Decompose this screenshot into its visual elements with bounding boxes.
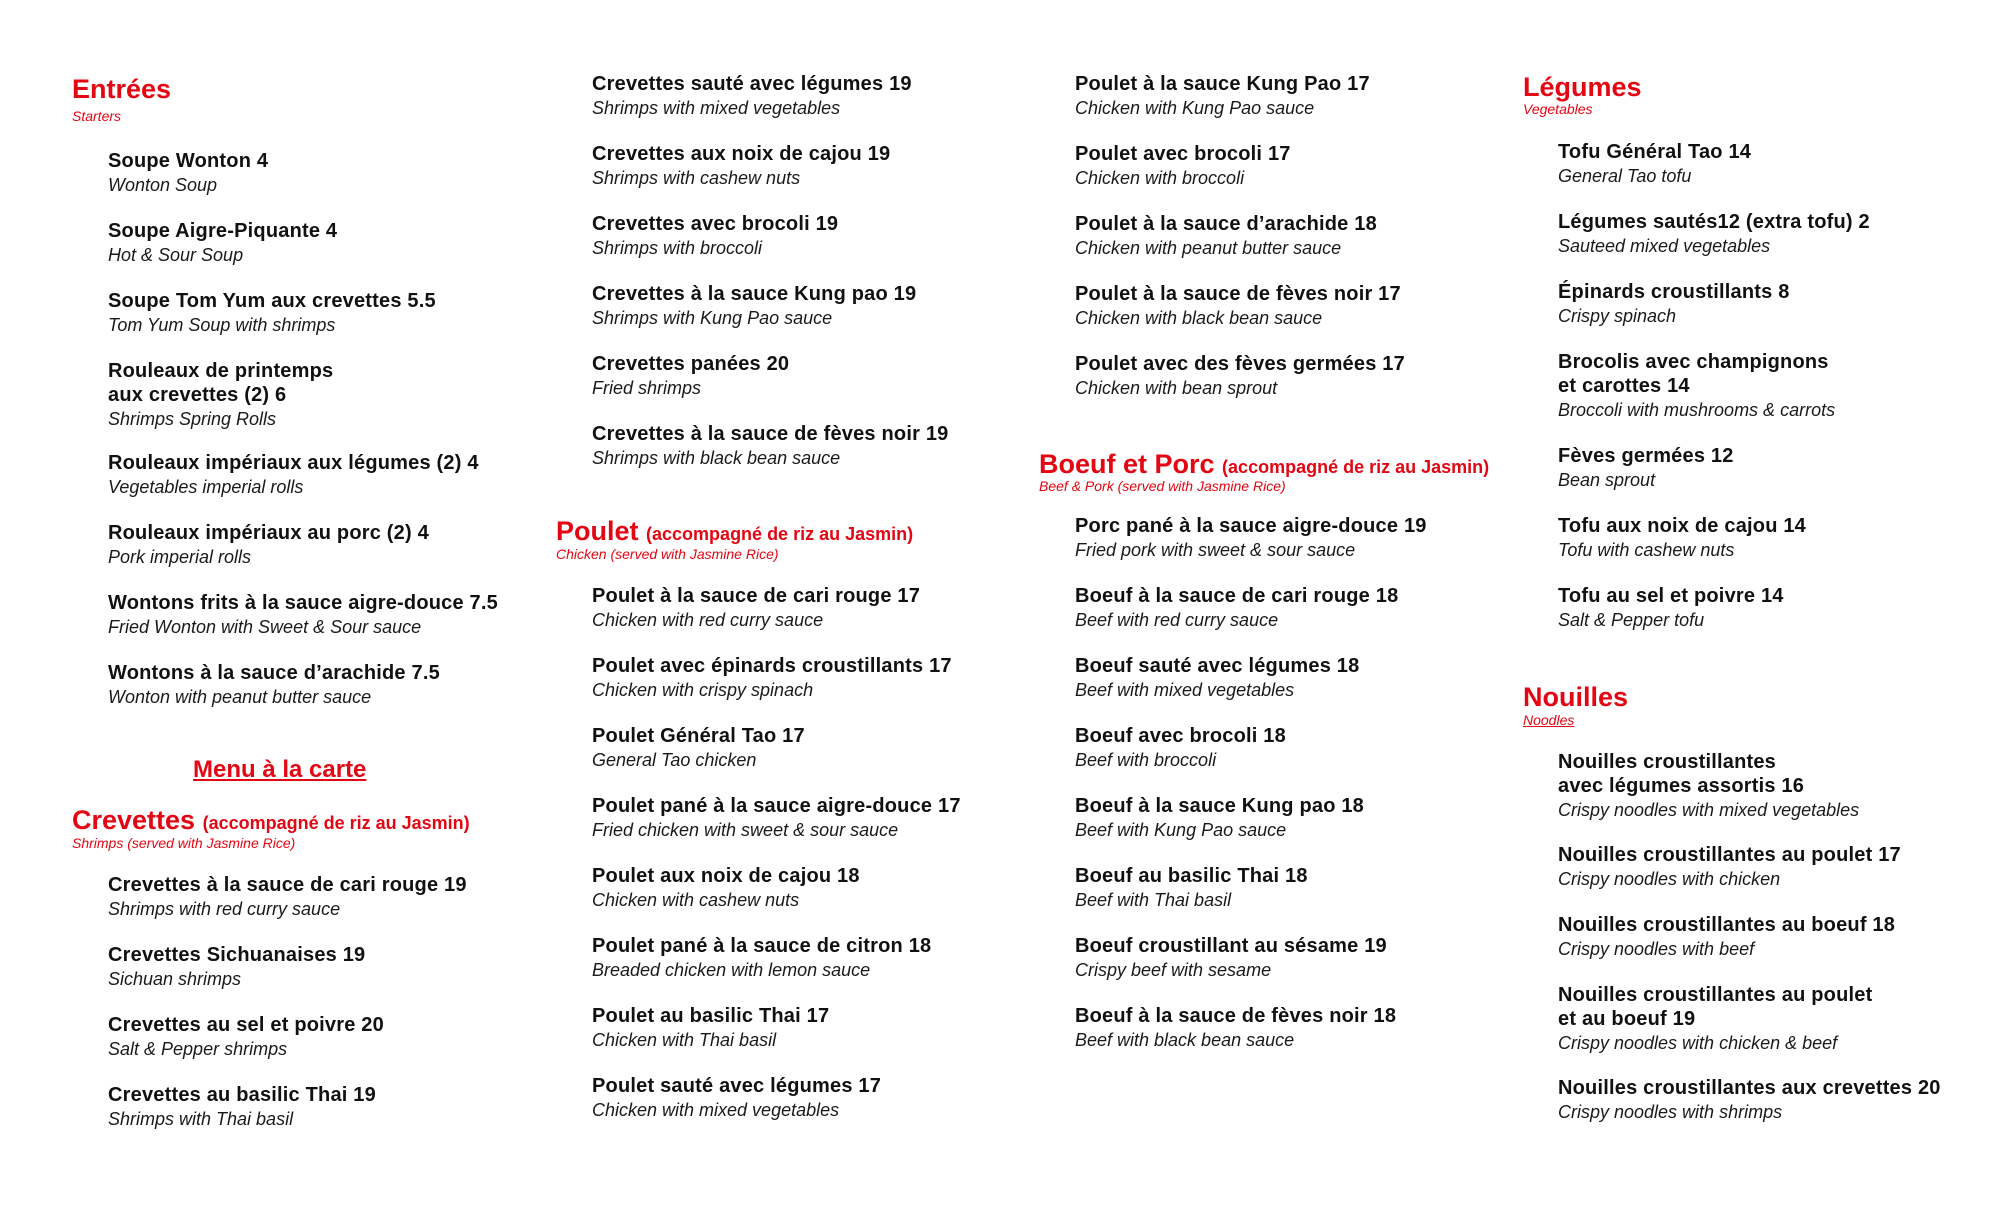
item-name-fr: Porc pané à la sauce aigre-douce 19 — [1075, 515, 1427, 537]
item-name-fr: Wontons frits à la sauce aigre-douce 7.5 — [108, 592, 498, 614]
menu-item-poulet-kung-pao — [1075, 72, 1370, 120]
item-name-en: Crispy noodles with beef — [1558, 939, 1755, 959]
item-name-fr: Boeuf à la sauce de cari rouge 18 — [1075, 585, 1399, 607]
menu-item-poulet-aigre-douce — [592, 794, 961, 842]
menu-item-crevettes-sichuan — [108, 943, 365, 991]
menu-item-nouilles-legumes — [1558, 750, 1859, 822]
menu-item-crevettes-saute — [592, 72, 912, 120]
item-name-en: Crispy spinach — [1558, 306, 1677, 326]
item-name-en: Wonton Soup — [108, 175, 218, 195]
item-name-en: Crispy noodles with chicken & beef — [1558, 1033, 1838, 1053]
item-name-en: Fried shrimps — [592, 378, 702, 398]
item-name-fr: Tofu aux noix de cajou 14 — [1558, 515, 1807, 537]
menu-item-boeuf-sesame — [1075, 934, 1387, 982]
legumes-title: Légumes — [1523, 72, 1642, 102]
item-name-fr: Rouleaux de printemps — [108, 360, 334, 382]
item-name-en: Sauteed mixed vegetables — [1558, 236, 1771, 256]
menu-item-feves-germees — [1558, 444, 1734, 492]
menu-item-crevettes-panees — [592, 352, 789, 400]
item-name-en: Chicken with mixed vegetables — [592, 1100, 840, 1120]
poulet-title: Poulet (accompagné de riz au Jasmin) — [556, 516, 914, 546]
menu-item-poulet-citron — [592, 934, 931, 982]
menu-item-soupe-wonton — [108, 149, 268, 197]
item-name-en: Chicken with broccoli — [1075, 168, 1245, 188]
item-name-fr: Crevettes panées 20 — [592, 353, 790, 375]
entrees-subtitle: Starters — [72, 108, 122, 124]
menu-item-wontons-arachide — [108, 661, 440, 709]
item-name-en: Shrimps with Thai basil — [108, 1109, 294, 1129]
menu-item-boeuf-kung-pao — [1075, 794, 1364, 842]
menu-item-nouilles-poulet-boeuf — [1558, 983, 1872, 1055]
item-name-en: Chicken with Thai basil — [592, 1030, 777, 1050]
item-name-fr: Poulet Général Tao 17 — [592, 725, 805, 747]
item-name-en: Tom Yum Soup with shrimps — [108, 315, 336, 335]
item-name-fr: Wontons à la sauce d’arachide 7.5 — [108, 662, 440, 684]
menu-item-boeuf-saute — [1075, 654, 1359, 702]
item-name-en: Shrimps with cashew nuts — [592, 168, 801, 188]
item-name-en: Chicken with Kung Pao sauce — [1075, 98, 1315, 118]
item-name-fr: Poulet pané à la sauce aigre-douce 17 — [592, 795, 961, 817]
menu-item-rouleaux-printemps — [108, 359, 333, 431]
menu-item-boeuf-feves-noir — [1075, 1004, 1396, 1052]
item-name-fr: Poulet à la sauce d’arachide 18 — [1075, 213, 1377, 235]
item-name-fr: Boeuf au basilic Thai 18 — [1075, 865, 1308, 887]
menu-item-poulet-basilic — [592, 1004, 829, 1052]
item-name-fr: Brocolis avec champignons — [1558, 351, 1829, 373]
menu-item-porc-aigre-douce — [1075, 514, 1427, 562]
menu-item-nouilles-boeuf — [1558, 913, 1895, 961]
item-name-fr: Rouleaux impériaux aux légumes (2) 4 — [108, 452, 479, 474]
item-name-fr: Fèves germées 12 — [1558, 445, 1734, 467]
item-name-fr-line2: et au boeuf 19 — [1558, 1008, 1696, 1030]
item-name-fr: Soupe Aigre-Piquante 4 — [108, 220, 338, 242]
item-name-en: Crispy noodles with chicken — [1558, 869, 1781, 889]
menu-item-crevettes-cari — [108, 873, 467, 921]
poulet-note: (accompagné de riz au Jasmin) — [646, 524, 914, 544]
item-name-fr: Soupe Tom Yum aux crevettes 5.5 — [108, 290, 436, 312]
item-name-fr-line2: et carottes 14 — [1558, 375, 1690, 397]
item-name-fr: Nouilles croustillantes — [1558, 751, 1776, 773]
menu-item-soupe-aigre-piquante — [108, 219, 337, 267]
item-name-en: General Tao tofu — [1558, 166, 1692, 186]
item-name-fr: Poulet à la sauce de fèves noir 17 — [1075, 283, 1401, 305]
menu-item-poulet-arachide — [1075, 212, 1377, 260]
item-name-fr: Nouilles croustillantes au poulet 17 — [1558, 844, 1901, 866]
menu-item-rouleaux-legumes — [108, 451, 479, 499]
item-name-en: Shrimps with mixed vegetables — [592, 98, 841, 118]
menu-item-poulet-epinards — [592, 654, 952, 702]
item-name-en: Fried Wonton with Sweet & Sour sauce — [108, 617, 422, 637]
menu-item-crevettes-sel-poivre — [108, 1013, 384, 1061]
menu-item-poulet-feves-germees — [1075, 352, 1405, 400]
item-name-fr: Nouilles croustillantes au poulet — [1558, 984, 1873, 1006]
menu-item-poulet-feves-noir — [1075, 282, 1401, 330]
menu-item-boeuf-basilic — [1075, 864, 1308, 912]
item-name-en: Vegetables imperial rolls — [108, 477, 304, 497]
item-name-en: Beef with Kung Pao sauce — [1075, 820, 1287, 840]
item-name-fr: Poulet avec brocoli 17 — [1075, 143, 1291, 165]
item-name-fr: Crevettes à la sauce de fèves noir 19 — [592, 423, 949, 445]
item-name-en: Shrimps Spring Rolls — [108, 409, 277, 429]
item-name-en: Bean sprout — [1558, 470, 1656, 490]
item-name-en: Beef with Thai basil — [1075, 890, 1232, 910]
menu-item-tofu-cajou — [1558, 514, 1806, 562]
item-name-en: Wonton with peanut butter sauce — [108, 687, 372, 707]
menu-item-epinards — [1558, 280, 1790, 328]
menu-item-poulet-brocoli — [1075, 142, 1291, 190]
item-name-en: Crispy noodles with shrimps — [1558, 1102, 1783, 1122]
entrees-title: Entrées — [72, 74, 172, 104]
item-name-fr: Crevettes sauté avec légumes 19 — [592, 73, 912, 95]
menu-item-legumes-sautes — [1558, 210, 1870, 258]
menu-item-nouilles-crevettes — [1558, 1076, 1941, 1124]
menu-item-nouilles-poulet — [1558, 843, 1901, 891]
item-name-en: Fried chicken with sweet & sour sauce — [592, 820, 899, 840]
menu-item-poulet-cari — [592, 584, 920, 632]
item-name-en: Chicken with crispy spinach — [592, 680, 814, 700]
item-name-fr: Crevettes avec brocoli 19 — [592, 213, 839, 235]
item-name-en: Shrimps with red curry sauce — [108, 899, 341, 919]
item-name-fr: Tofu Général Tao 14 — [1558, 141, 1752, 163]
menu-item-crevettes-feves-noir — [592, 422, 948, 470]
item-name-en: Shrimps with Kung Pao sauce — [592, 308, 833, 328]
item-name-en: Broccoli with mushrooms & carrots — [1558, 400, 1836, 420]
item-name-en: Shrimps with black bean sauce — [592, 448, 841, 468]
menu-item-boeuf-cari — [1075, 584, 1398, 632]
menu-item-wontons-frits — [108, 591, 498, 639]
item-name-en: Salt & Pepper shrimps — [108, 1039, 288, 1059]
item-name-en: Beef with broccoli — [1075, 750, 1217, 770]
item-name-fr: Crevettes Sichuanaises 19 — [108, 944, 366, 966]
item-name-en: Tofu with cashew nuts — [1558, 540, 1735, 560]
boeuf-porc-note: (accompagné de riz au Jasmin) — [1222, 457, 1490, 477]
item-name-fr: Nouilles croustillantes au boeuf 18 — [1558, 914, 1896, 936]
menu-item-brocolis-champignons — [1558, 350, 1835, 422]
item-name-fr: Boeuf croustillant au sésame 19 — [1075, 935, 1387, 957]
nouilles-title: Nouilles — [1523, 682, 1629, 712]
item-name-en: Crispy beef with sesame — [1075, 960, 1272, 980]
item-name-fr-line2: avec légumes assortis 16 — [1558, 775, 1805, 797]
crevettes-title: Crevettes (accompagné de riz au Jasmin) — [72, 805, 470, 835]
menu-item-soupe-tom-yum — [108, 289, 436, 337]
item-name-fr: Boeuf sauté avec légumes 18 — [1075, 655, 1360, 677]
item-name-en: Chicken with black bean sauce — [1075, 308, 1323, 328]
item-name-en: Beef with red curry sauce — [1075, 610, 1279, 630]
item-name-fr: Poulet à la sauce de cari rouge 17 — [592, 585, 921, 607]
crevettes-subtitle: Shrimps (served with Jasmine Rice) — [72, 835, 296, 851]
item-name-fr: Poulet avec des fèves germées 17 — [1075, 353, 1405, 375]
boeuf-porc-subtitle: Beef & Pork (served with Jasmine Rice) — [1039, 478, 1286, 494]
item-name-fr: Poulet avec épinards croustillants 17 — [592, 655, 952, 677]
item-name-en: Pork imperial rolls — [108, 547, 252, 567]
item-name-en: Chicken with peanut butter sauce — [1075, 238, 1342, 258]
item-name-fr: Poulet pané à la sauce de citron 18 — [592, 935, 932, 957]
menu-item-boeuf-brocoli — [1075, 724, 1286, 772]
item-name-fr: Épinards croustillants 8 — [1558, 281, 1790, 303]
legumes-subtitle: Vegetables — [1523, 101, 1593, 117]
item-name-en: Crispy noodles with mixed vegetables — [1558, 800, 1860, 820]
menu-item-poulet-saute — [592, 1074, 881, 1122]
item-name-en: Chicken with bean sprout — [1075, 378, 1278, 398]
menu-item-poulet-general-tao — [592, 724, 805, 772]
menu-item-crevettes-cajou — [592, 142, 890, 190]
item-name-fr: Crevettes aux noix de cajou 19 — [592, 143, 891, 165]
item-name-en: General Tao chicken — [592, 750, 757, 770]
item-name-en: Chicken with red curry sauce — [592, 610, 824, 630]
menu-item-crevettes-basilic — [108, 1083, 376, 1131]
item-name-fr: Boeuf à la sauce Kung pao 18 — [1075, 795, 1365, 817]
item-name-en: Beef with mixed vegetables — [1075, 680, 1295, 700]
menu-item-crevettes-brocoli — [592, 212, 838, 260]
item-name-fr: Boeuf à la sauce de fèves noir 18 — [1075, 1005, 1397, 1027]
item-name-fr: Crevettes au basilic Thai 19 — [108, 1084, 376, 1106]
item-name-en: Salt & Pepper tofu — [1558, 610, 1705, 630]
item-name-en: Beef with black bean sauce — [1075, 1030, 1295, 1050]
item-name-fr: Tofu au sel et poivre 14 — [1558, 585, 1784, 607]
menu-item-rouleaux-porc — [108, 521, 429, 569]
item-name-fr: Crevettes au sel et poivre 20 — [108, 1014, 384, 1036]
item-name-fr: Crevettes à la sauce Kung pao 19 — [592, 283, 917, 305]
item-name-fr: Boeuf avec brocoli 18 — [1075, 725, 1286, 747]
item-name-en: Shrimps with broccoli — [592, 238, 763, 258]
menu-a-la-carte-heading: Menu à la carte — [193, 756, 367, 783]
item-name-en: Fried pork with sweet & sour sauce — [1075, 540, 1356, 560]
poulet-subtitle: Chicken (served with Jasmine Rice) — [556, 546, 779, 562]
menu-item-tofu-sel-poivre — [1558, 584, 1784, 632]
crevettes-note: (accompagné de riz au Jasmin) — [202, 813, 470, 833]
item-name-fr: Poulet aux noix de cajou 18 — [592, 865, 860, 887]
item-name-fr: Poulet sauté avec légumes 17 — [592, 1075, 882, 1097]
item-name-fr: Poulet à la sauce Kung Pao 17 — [1075, 73, 1370, 95]
menu-item-crevettes-kung-pao — [592, 282, 916, 330]
item-name-en: Sichuan shrimps — [108, 969, 242, 989]
item-name-fr: Légumes sautés12 (extra tofu) 2 — [1558, 211, 1870, 233]
item-name-fr: Poulet au basilic Thai 17 — [592, 1005, 830, 1027]
item-name-fr: Rouleaux impériaux au porc (2) 4 — [108, 522, 429, 544]
menu-item-tofu-general-tao — [1558, 140, 1751, 188]
boeuf-porc-title: Boeuf et Porc (accompagné de riz au Jasmin) — [1039, 449, 1490, 479]
menu-item-poulet-cajou — [592, 864, 860, 912]
item-name-en: Breaded chicken with lemon sauce — [592, 960, 871, 980]
item-name-en: Hot & Sour Soup — [108, 245, 244, 265]
nouilles-subtitle: Noodles — [1523, 712, 1575, 728]
item-name-fr-line2: aux crevettes (2) 6 — [108, 384, 287, 406]
item-name-fr: Crevettes à la sauce de cari rouge 19 — [108, 874, 467, 896]
item-name-en: Chicken with cashew nuts — [592, 890, 800, 910]
item-name-fr: Nouilles croustillantes aux crevettes 20 — [1558, 1077, 1941, 1099]
item-name-fr: Soupe Wonton 4 — [108, 150, 269, 172]
